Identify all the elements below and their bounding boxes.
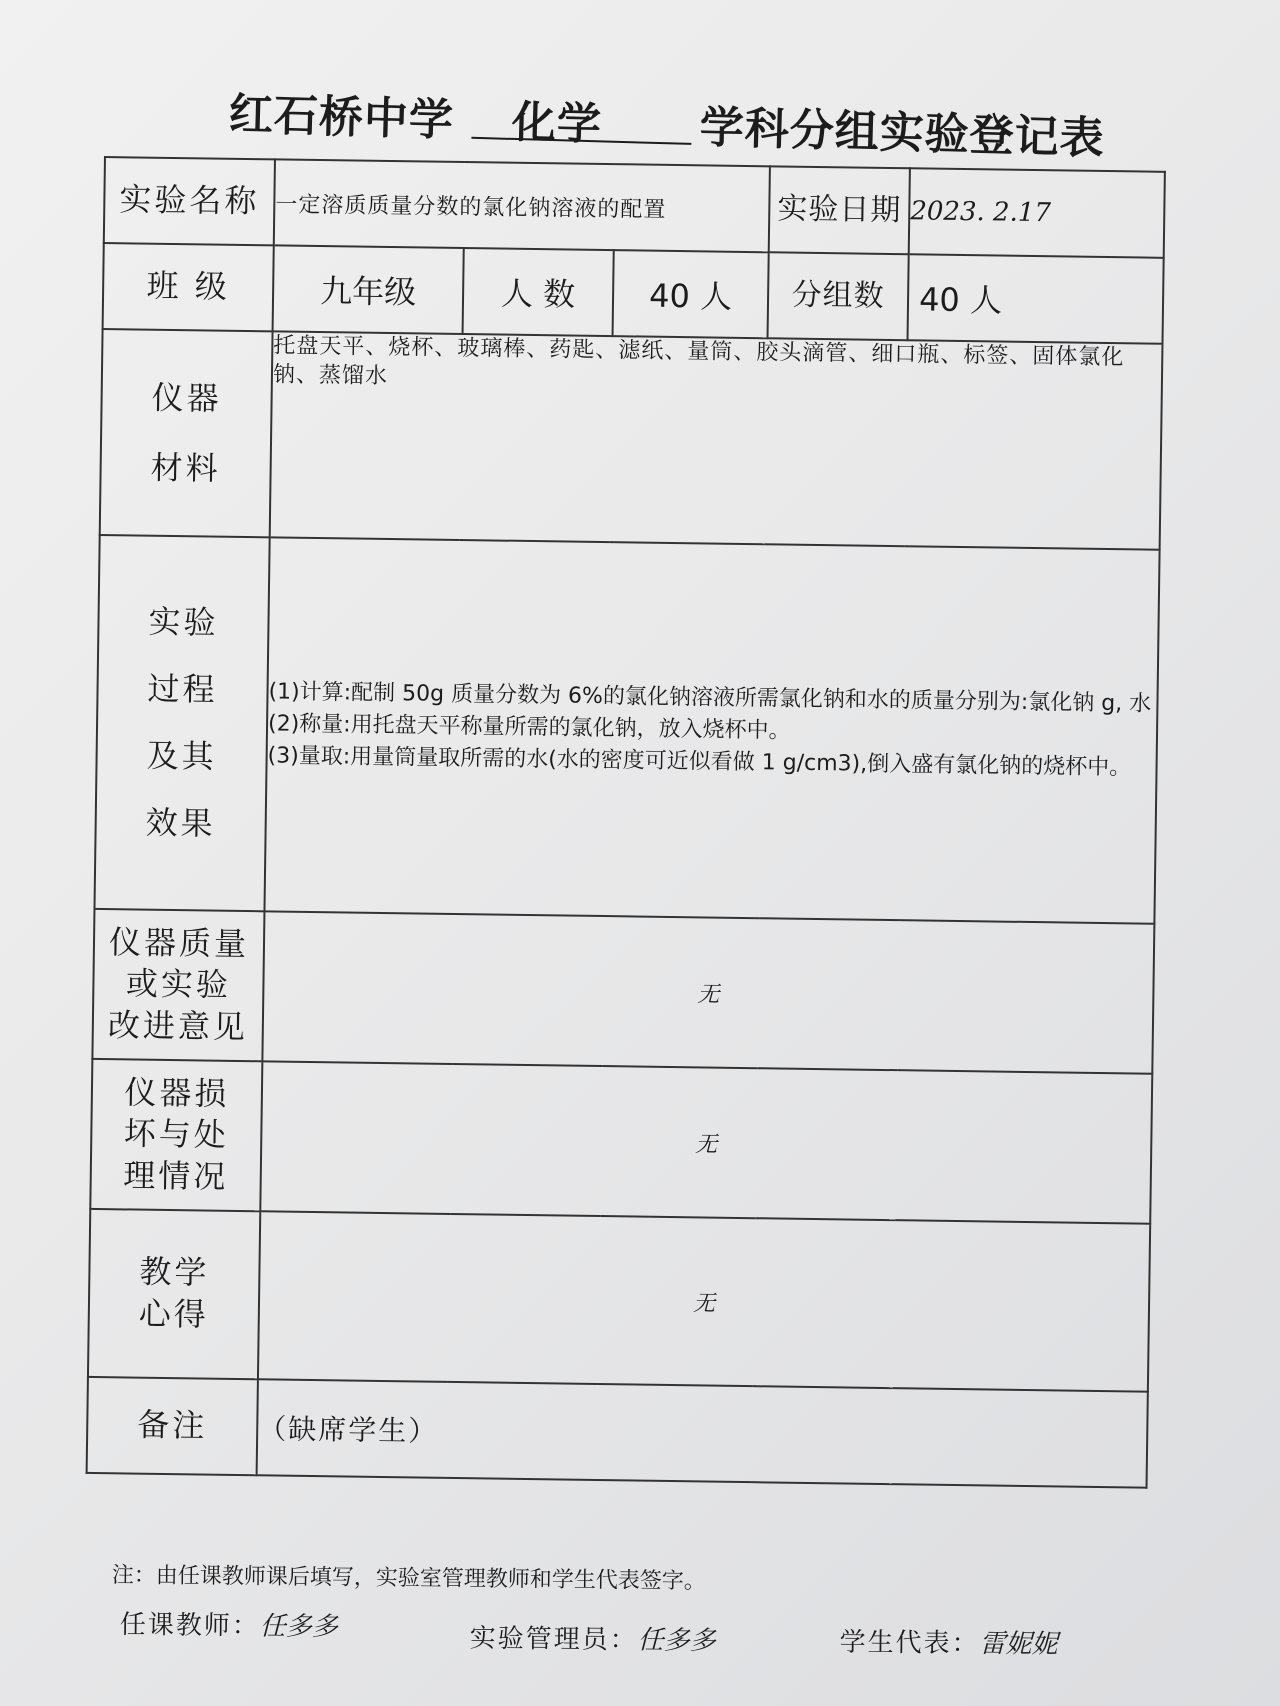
process-label-line-3: 及其: [146, 736, 217, 776]
teacher-signature: 任多多: [259, 1611, 338, 1643]
remarks-value: （缺席学生）: [257, 1379, 1148, 1487]
teacher-signature-block: [120, 1604, 338, 1643]
class-value: 九年级: [273, 245, 464, 334]
signature-row: [119, 1604, 1120, 1674]
teacher-label: 任课教师：: [119, 1609, 260, 1642]
title-suffix: 学科分组实验登记表: [699, 102, 1106, 165]
school-name: 红石桥中学: [228, 88, 455, 147]
damage-label-line-3: 理情况: [122, 1156, 229, 1196]
lab-manager-label: 实验管理员：: [469, 1623, 638, 1656]
process-step-1: (1)计算:配制 50g 质量分数为 6%的氯化钠溶液所需氯化钠和水的质量分别为:氯化钠 g, 水: [268, 679, 1152, 717]
lab-manager-signature: 任多多: [637, 1625, 716, 1657]
subject-blank: [471, 85, 692, 151]
process-label: [94, 535, 269, 911]
experiment-name-value: 一定溶质质量分数的氯化钠溶液的配置: [274, 159, 770, 252]
registration-form: [85, 156, 1164, 1566]
quality-label-line-1: 仪器质量: [108, 922, 250, 963]
experiment-name-label: 实验名称: [104, 157, 275, 245]
quality-label-line-3: 改进意见: [107, 1005, 249, 1046]
reflection-label-line-1: 教学: [139, 1253, 210, 1292]
damage-label-line-2: 坏与处: [123, 1114, 230, 1155]
footer-note: 注：由任课教师课后填写，实验室管理教师和学生代表签字。: [111, 1562, 706, 1595]
process-label-line-1: 实验: [148, 602, 219, 642]
materials-label-line-1: 仪器: [151, 378, 222, 418]
headcount-label: 人 数: [463, 248, 614, 336]
damage-label: [90, 1059, 262, 1211]
row-remarks: [87, 1377, 1148, 1488]
quality-label-line-2: 或实验: [125, 964, 232, 1005]
form-table: [86, 156, 1166, 1489]
row-process: [94, 535, 1159, 924]
reflection-label-line-2: 心得: [138, 1294, 210, 1334]
lab-manager-signature-block: [469, 1618, 715, 1658]
damage-label-line-1: 仪器损: [124, 1072, 230, 1113]
subject-value: 化学: [511, 96, 603, 151]
damage-value: 无: [260, 1061, 1152, 1223]
experiment-date-value: 2023. 2.17: [909, 168, 1165, 258]
materials-value: 托盘天平、烧杯、玻璃棒、药匙、滤纸、量筒、胶头滴管、细口瓶、标签、固体氯化钠、蒸馏水: [270, 331, 1163, 549]
experiment-date-label: 实验日期: [769, 166, 910, 254]
groups-value: 40 人: [908, 254, 1164, 344]
quality-value: 无: [262, 911, 1154, 1073]
reflection-label: [88, 1209, 260, 1379]
process-label-line-2: 过程: [147, 669, 218, 709]
headcount-value: 40 人: [613, 250, 769, 338]
process-step-3: (3)量取:用量筒量取所需的水(水的密度可近似看做 1 g/cm3),倒入盛有氯化钠的烧杯中。: [267, 743, 1132, 781]
reflection-value: 无: [258, 1211, 1150, 1391]
row-damage: [90, 1059, 1152, 1224]
row-quality: [92, 909, 1154, 1074]
row-experiment-name: [104, 157, 1165, 258]
quality-label: [92, 909, 264, 1061]
process-value: [264, 537, 1159, 923]
student-rep-signature-block: [839, 1622, 1057, 1661]
row-materials: [100, 329, 1163, 550]
remarks-label: 备注: [87, 1377, 258, 1475]
class-label: 班 级: [103, 243, 274, 331]
process-step-2: (2)称量:用托盘天平称量所需的氯化钠，放入烧杯中。: [267, 711, 791, 744]
student-rep-signature: 雷妮妮: [979, 1629, 1058, 1660]
materials-label: [100, 329, 273, 537]
row-reflection: [88, 1209, 1150, 1392]
row-class-info: [103, 243, 1164, 344]
materials-label-line-2: 材料: [150, 448, 221, 488]
student-rep-label: 学生代表：: [839, 1627, 980, 1660]
process-label-line-4: 效果: [145, 803, 216, 843]
groups-label: 分组数: [768, 252, 909, 340]
